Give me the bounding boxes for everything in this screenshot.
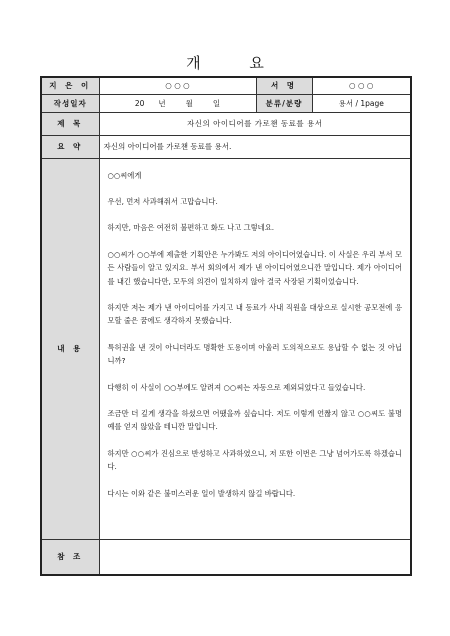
content-paragraph: 특허권을 낸 것이 아니더라도 명확한 도용이며 아울러 도의적으로도 용납할 수 없는 것 아닙니까? (107, 342, 402, 366)
author-row (41, 77, 411, 94)
signature-label: 서 명 (256, 77, 312, 94)
subject-value: 자신의 아이디어를 가로챈 동료를 용서 (99, 112, 411, 135)
date-day-unit: 일 (212, 98, 221, 108)
content-paragraph: 하지만, 마음은 여전히 불편하고 화도 나고 그렇네요. (107, 223, 275, 233)
content-paragraph: 하지만 ○○씨가 진심으로 반성하고 사과하였으니, 저 또한 이번은 그냥 넘어가도록 하겠습니다. (107, 448, 402, 472)
subject-row (41, 112, 411, 135)
category-value: 용서 / 1page (312, 94, 411, 112)
summary-row (41, 135, 411, 158)
author-label: 지 은 이 (41, 77, 99, 94)
date-year: 20 (134, 98, 145, 108)
content-paragraph: ○○씨가 ○○부에 제출한 기획안은 누가봐도 저의 아이디어였습니다. 이 사실은 우리 부서 모든 사람들이 알고 있지요. 부서 회의에서 제가 낸 아이디어였으니깐 말입니다. 제가 아이디어를 내긴 했습니다만, 모두의 의견이 일치하지 않아 결국 사장된 기획이었습니다. (107, 249, 402, 286)
summary-label: 요 약 (41, 135, 99, 158)
reference-row (41, 539, 411, 575)
document-title: 개 요 (186, 54, 286, 72)
content-paragraph: ○○씨에게 (107, 170, 142, 180)
category-label: 분류/분량 (256, 94, 312, 112)
subject-label: 제 목 (41, 112, 99, 135)
content-paragraph: 다시는 이와 같은 불미스러운 일이 발생하지 않길 바랍니다. (107, 488, 296, 498)
summary-value: 자신의 아이디어를 가로챈 동료를 용서. (99, 135, 411, 158)
date-label: 작성일자 (41, 94, 99, 112)
reference-label: 참 조 (41, 539, 99, 575)
content-body (99, 158, 411, 539)
summary-form-table (40, 76, 412, 576)
date-month-unit: 월 (185, 98, 193, 108)
date-year-unit: 년 (158, 98, 166, 108)
date-row (41, 94, 411, 112)
content-paragraph: 하지만 저는 제가 낸 아이디어를 가지고 내 동료가 사내 직원을 대상으로 실시한 공모전에 응모할 줄은 꿈에도 생각하지 못했습니다. (107, 302, 402, 326)
reference-value (99, 539, 411, 575)
content-paragraph: 다행히 이 사실이 ○○부에도 알려져 ○○씨는 자동으로 제외되었다고 들었습니다. (107, 382, 366, 392)
content-paragraph: 조금만 더 깊게 생각을 하셨으면 어땠을까 싶습니다. 저도 이렇게 언짢지 않고 ○○씨도 불명예를 얻지 않았을 테니깐 말입니다. (107, 408, 402, 432)
content-label: 내 용 (41, 158, 99, 539)
date-value (99, 94, 256, 112)
signature-value: ○ ○ ○ (312, 77, 411, 94)
author-value: ○ ○ ○ (99, 77, 256, 94)
content-paragraph: 우선, 먼저 사과해줘서 고맙습니다. (107, 196, 218, 206)
content-row (41, 158, 411, 539)
